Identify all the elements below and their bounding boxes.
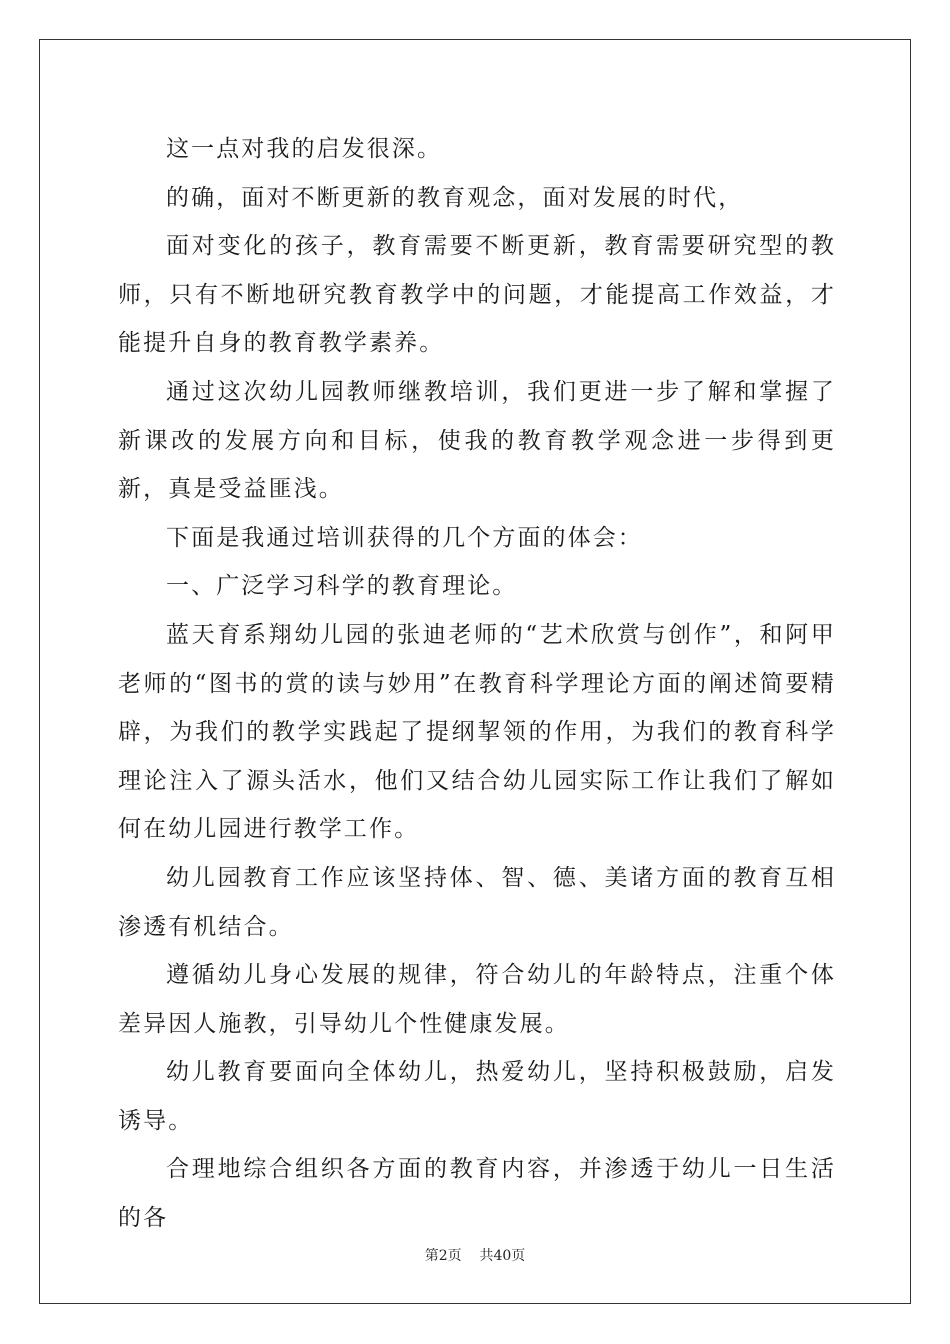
- paragraph: 这一点对我的启发很深。: [166, 136, 443, 162]
- page-footer: [0, 1245, 950, 1265]
- paragraph: 的确，面对不断更新的教育观念，面对发展的时代，: [166, 184, 744, 211]
- page-total: 共40页: [479, 1248, 526, 1264]
- paragraph: 蓝天育系翔幼儿园的张迪老师的“艺术欣赏与创作”，和阿甲老师的“图书的赏的读与妙用”在教育科学理论方面的阐述简要精辟，为我们的教学实践起了提纲挈领的作用，为我们的教育科学理论注入了源头活水，他们又结合幼儿园实际工作让我们了解如何在幼儿园进行教学工作。: [118, 621, 836, 843]
- document-body: [118, 125, 836, 1243]
- paragraph: 幼儿教育要面向全体幼儿，热爱幼儿，坚持积极鼓励，启发诱导。: [118, 1059, 836, 1134]
- paragraph: 遵循幼儿身心发展的规律，符合幼儿的年龄特点，注重个体差异因人施教，引导幼儿个性健康发展。: [118, 962, 836, 1037]
- paragraph: 下面是我通过培训获得的几个方面的体会：: [166, 524, 643, 551]
- page-number: 第2页: [424, 1248, 462, 1264]
- paragraph: 面对变化的孩子，教育需要不断更新，教育需要研究型的教师，只有不断地研究教育教学中的问题，才能提高工作效益，才能提升自身的教育教学素养。: [118, 233, 836, 357]
- footer-spacer: [462, 1248, 480, 1264]
- paragraph: 合理地综合组织各方面的教育内容，并渗透于幼儿一日生活的各: [118, 1156, 836, 1232]
- paragraph: 通过这次幼儿园教师继教培训，我们更进一步了解和掌握了新课改的发展方向和目标，使我的教育教学观念进一步得到更新，真是受益匪浅。: [118, 378, 836, 503]
- paragraph: 幼儿园教育工作应该坚持体、智、德、美诸方面的教育互相渗透有机结合。: [118, 864, 836, 940]
- section-heading: 一、广泛学习科学的教育理论。: [166, 573, 518, 600]
